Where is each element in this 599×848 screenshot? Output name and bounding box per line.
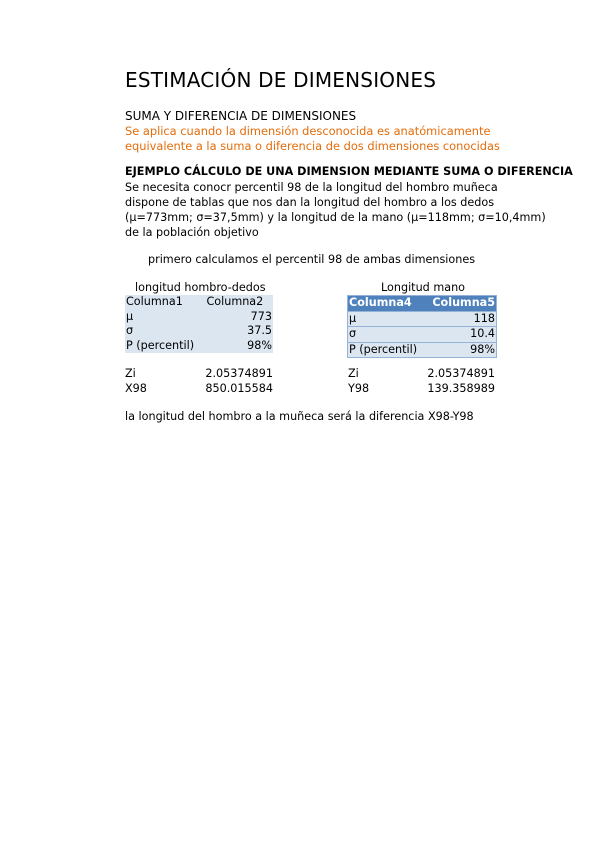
description-line: Se aplica cuando la dimensión desconocida es anatómicamente bbox=[125, 124, 491, 138]
left-data-table bbox=[125, 295, 273, 353]
zi-right-value: 2.05374891 bbox=[427, 367, 495, 380]
page-title: ESTIMACIÓN DE DIMENSIONES bbox=[125, 68, 437, 92]
table-cell-value: 10.4 bbox=[425, 327, 497, 343]
table-cell-label: μ bbox=[348, 311, 425, 327]
table-cell-value: 118 bbox=[425, 311, 497, 327]
column-header: Columna1 bbox=[125, 295, 205, 310]
table-cell-label: P (percentil) bbox=[125, 339, 205, 354]
table-row bbox=[125, 324, 273, 339]
zi-right-label: Zi bbox=[348, 367, 359, 380]
right-table-caption: Longitud mano bbox=[381, 281, 466, 294]
section-subtitle: SUMA Y DIFERENCIA DE DIMENSIONES bbox=[125, 109, 357, 123]
table-header-row bbox=[348, 296, 497, 312]
table-row bbox=[125, 310, 273, 325]
table-cell-value: 98% bbox=[425, 342, 497, 358]
x98-value: 850.015584 bbox=[205, 382, 273, 395]
example-line: de la población objetivo bbox=[125, 226, 259, 239]
y98-label: Y98 bbox=[348, 382, 370, 395]
table-cell-label: σ bbox=[125, 324, 205, 339]
column-header: Columna4 bbox=[348, 296, 425, 312]
column-header: Columna2 bbox=[205, 295, 273, 310]
table-header-row bbox=[125, 295, 273, 310]
zi-left-label: Zi bbox=[125, 367, 136, 380]
table-cell-value: 773 bbox=[205, 310, 273, 325]
table-row bbox=[348, 327, 497, 343]
table-cell-label: σ bbox=[348, 327, 425, 343]
x98-label: X98 bbox=[125, 382, 147, 395]
y98-value: 139.358989 bbox=[427, 382, 495, 395]
table-cell-label: μ bbox=[125, 310, 205, 325]
description-line: equivalente a la suma o diferencia de dos dimensiones conocidas bbox=[125, 139, 500, 153]
table-cell-value: 37.5 bbox=[205, 324, 273, 339]
table-cell-label: P (percentil) bbox=[348, 342, 425, 358]
example-line: Se necesita conocr percentil 98 de la longitud del hombro muñeca bbox=[125, 181, 498, 194]
table-row bbox=[348, 342, 497, 358]
conclusion-text: la longitud del hombro a la muñeca será la diferencia X98-Y98 bbox=[125, 410, 474, 423]
column-header: Columna5 bbox=[425, 296, 497, 312]
zi-left-value: 2.05374891 bbox=[205, 367, 273, 380]
left-table-caption: longitud hombro-dedos bbox=[135, 281, 266, 294]
example-line: dispone de tablas que nos dan la longitud del hombro a los dedos bbox=[125, 196, 495, 209]
example-heading: EJEMPLO CÁLCULO DE UNA DIMENSION MEDIANTE SUMA O DIFERENCIA bbox=[125, 165, 573, 178]
table-cell-value: 98% bbox=[205, 339, 273, 354]
table-row bbox=[348, 311, 497, 327]
table-row bbox=[125, 339, 273, 354]
intro-text: primero calculamos el percentil 98 de ambas dimensiones bbox=[148, 253, 476, 266]
example-block bbox=[125, 165, 573, 240]
example-line: (μ=773mm; σ=37,5mm) y la longitud de la mano (μ=118mm; σ=10,4mm) bbox=[125, 211, 546, 224]
right-data-table bbox=[347, 295, 497, 358]
